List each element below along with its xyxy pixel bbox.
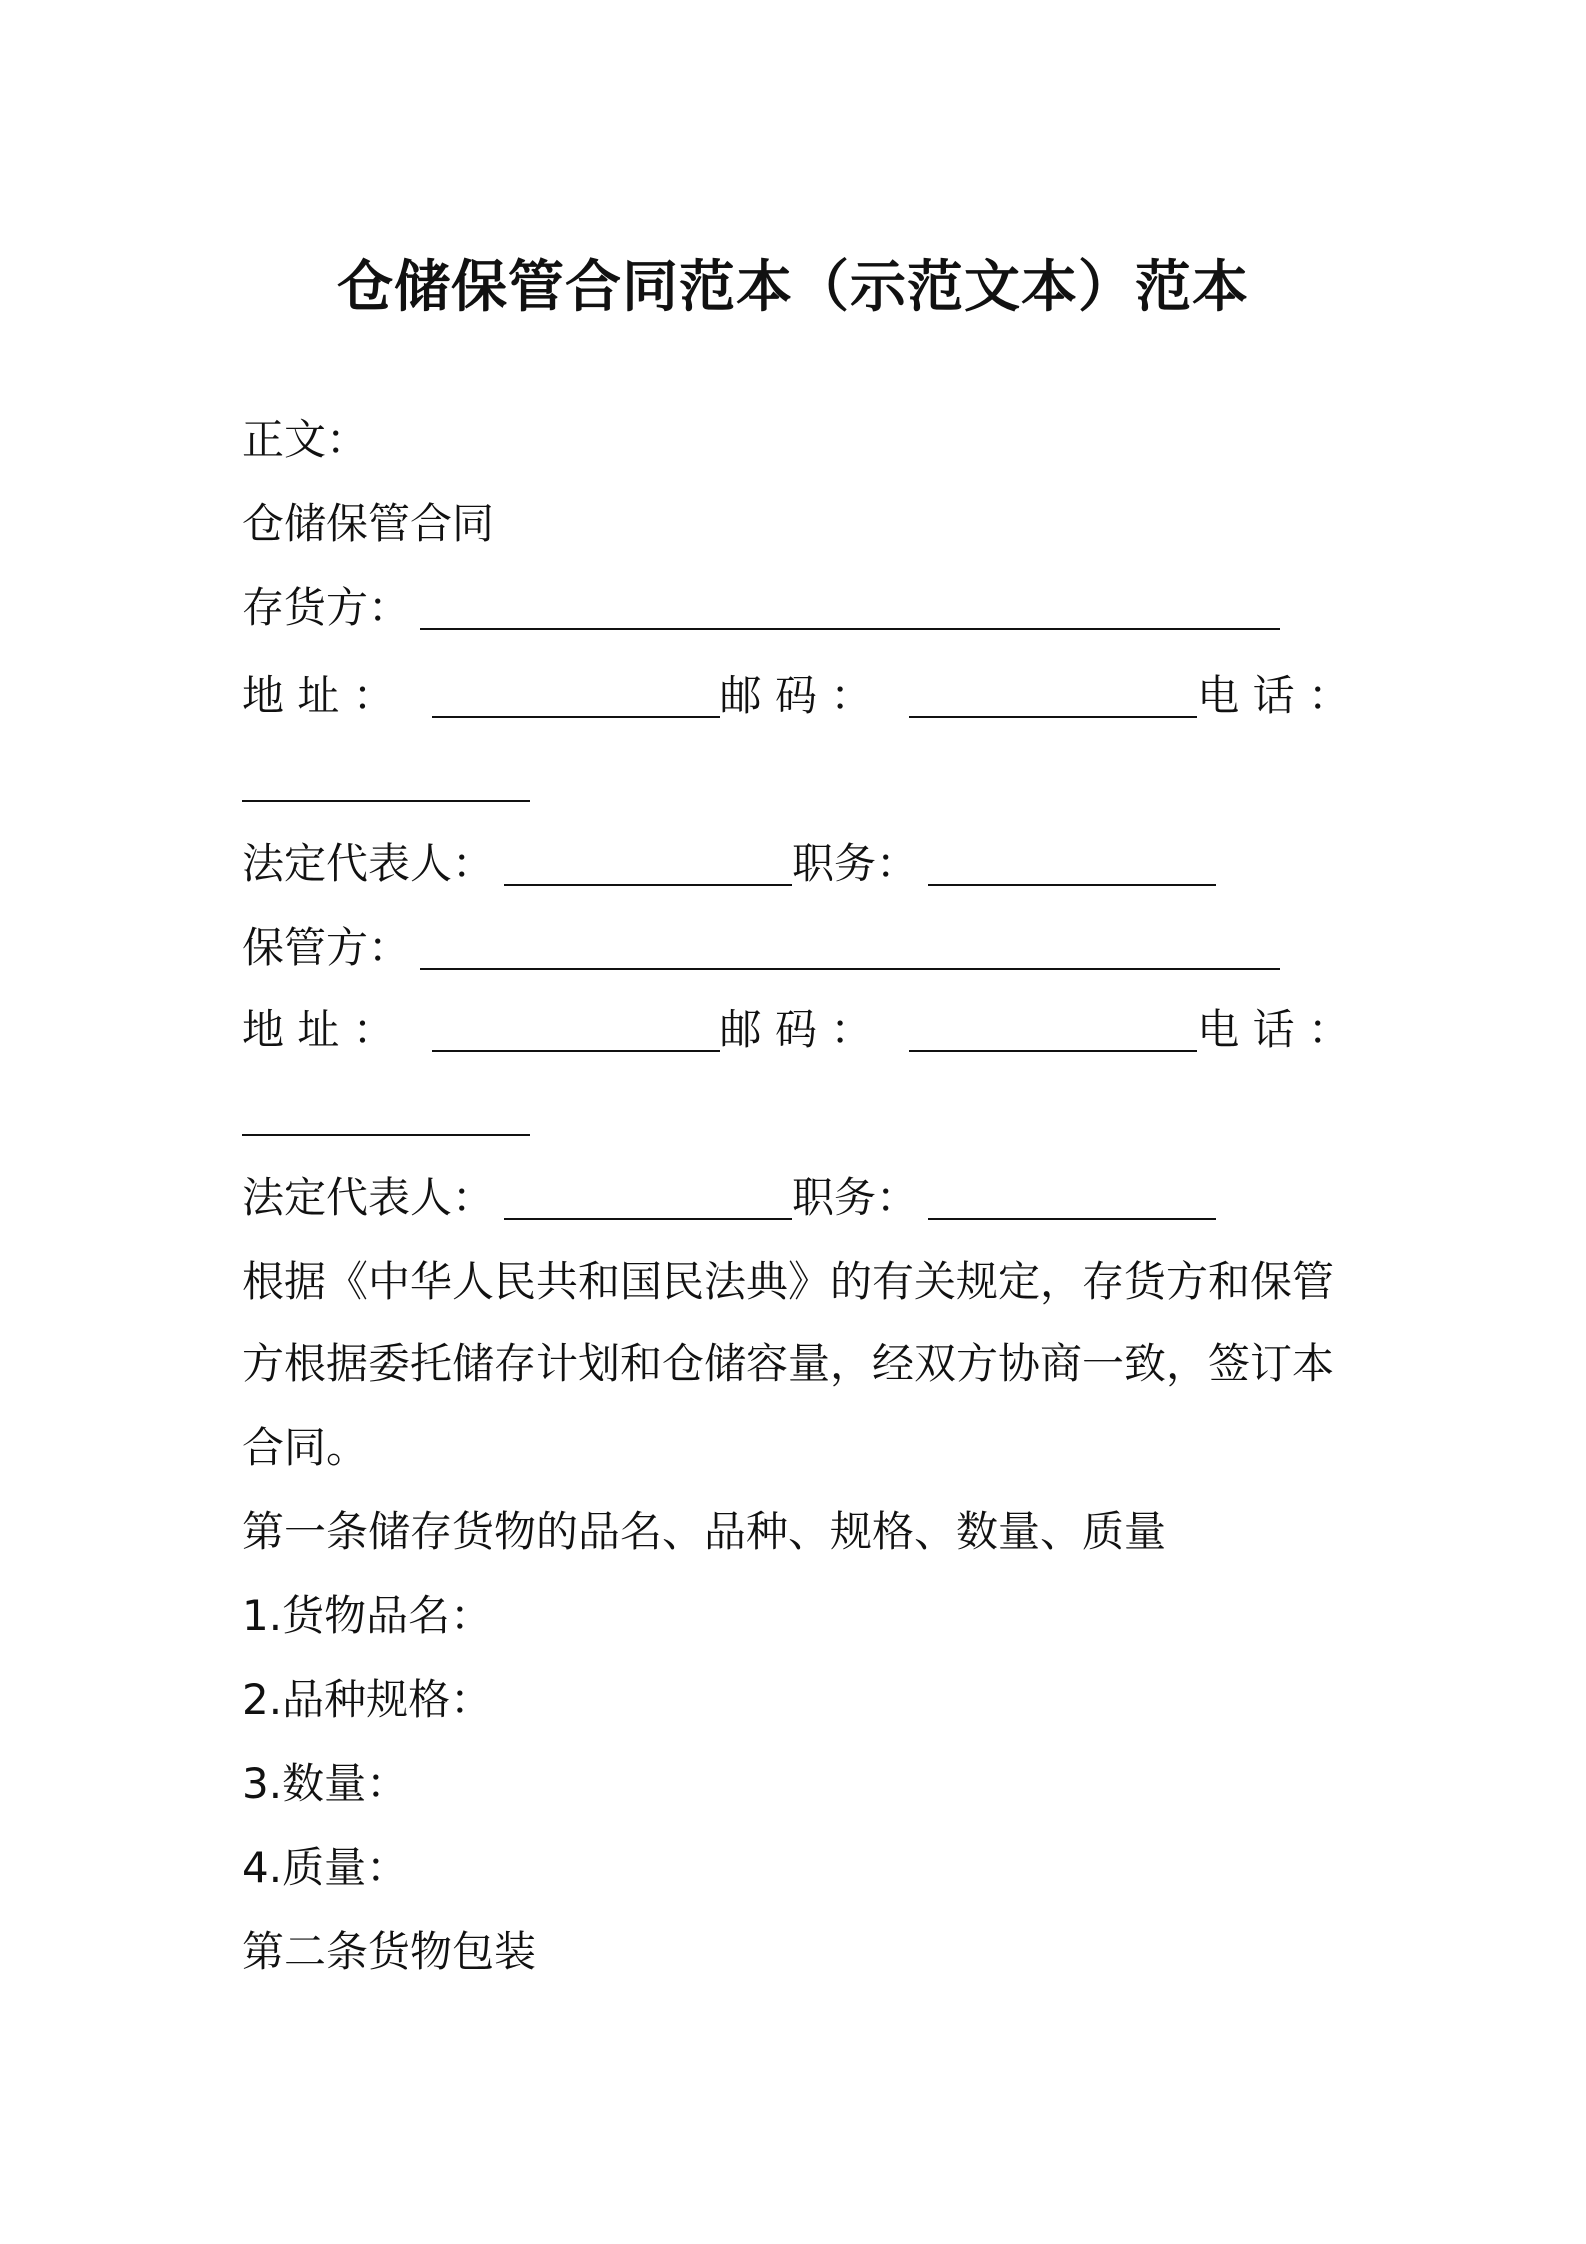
intro-line-3: 合同。 [242, 1423, 369, 1472]
intro-line-1 [242, 1252, 1350, 1312]
depositor-party-line [242, 578, 1280, 638]
article-1-item-2: 2.品种规格： [242, 1675, 493, 1724]
document-title: 仓储保管合同范本（示范文本）范本 [337, 255, 1249, 320]
custodian-contact-line [242, 1000, 1350, 1060]
custodian-phone-line [242, 1084, 530, 1144]
depositor-position-label: 职务： [792, 839, 919, 888]
depositor-address-label: 地 址 ： [242, 671, 395, 720]
custodian-position-label: 职务： [792, 1173, 919, 1222]
depositor-postcode-blank [909, 676, 1197, 718]
heading-label: 正文： [242, 415, 369, 464]
custodian-position-blank [928, 1178, 1216, 1220]
intro-text-1: 根据《中华人民共和国民法典》的有关规定，存货方和保管 [242, 1257, 1335, 1306]
custodian-rep-line [242, 1168, 1216, 1228]
custodian-name-blank [420, 928, 1280, 970]
depositor-phone-blank [242, 760, 530, 802]
article-1-title: 第一条储存货物的品名、品种、规格、数量、质量 [242, 1507, 1167, 1556]
article-1-item-1: 1.货物品名： [242, 1591, 493, 1640]
article-1-item-4: 4.质量： [242, 1843, 409, 1892]
depositor-rep-blank [504, 844, 792, 886]
depositor-address-blank [432, 676, 720, 718]
custodian-postcode-label: 邮 码 ： [719, 1005, 873, 1054]
depositor-phone-line [242, 750, 530, 810]
depositor-rep-line [242, 834, 1216, 894]
depositor-phone-label: 电 话 ： [1197, 671, 1350, 720]
custodian-phone-label: 电 话 ： [1197, 1005, 1350, 1054]
custodian-rep-blank [504, 1178, 792, 1220]
custodian-party-label: 保管方： [242, 923, 411, 972]
depositor-contact-line [242, 666, 1350, 726]
custodian-party-line [242, 918, 1280, 978]
contract-name: 仓储保管合同 [242, 499, 495, 548]
depositor-postcode-label: 邮 码 ： [719, 671, 873, 720]
intro-line-2: 方根据委托储存计划和仓储容量，经双方协商一致，签订本 [242, 1339, 1335, 1388]
article-2-title: 第二条货物包装 [242, 1927, 537, 1976]
depositor-party-label: 存货方： [242, 583, 411, 632]
custodian-phone-blank [242, 1094, 530, 1136]
depositor-position-blank [928, 844, 1216, 886]
custodian-rep-label: 法定代表人： [242, 1173, 495, 1222]
article-1-item-3: 3.数量： [242, 1759, 409, 1808]
depositor-name-blank [420, 588, 1280, 630]
custodian-address-blank [432, 1010, 720, 1052]
depositor-rep-label: 法定代表人： [242, 839, 495, 888]
custodian-postcode-blank [909, 1010, 1197, 1052]
custodian-address-label: 地 址 ： [242, 1005, 395, 1054]
